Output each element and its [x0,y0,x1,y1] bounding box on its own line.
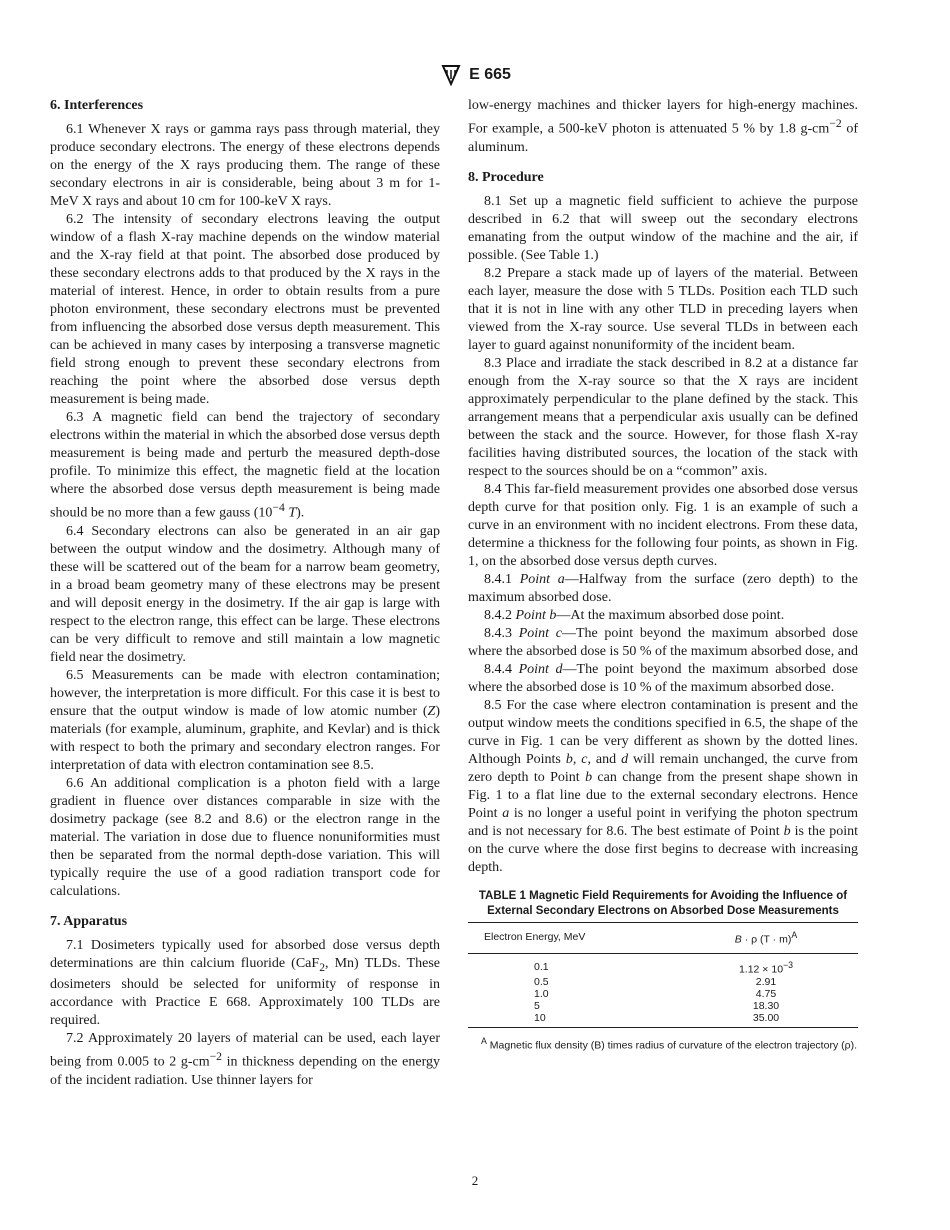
para-8-1: 8.1 Set up a magnetic field sufficient to achieve the purpose described in 6.2 that will sweep out the secondary electrons emanating from the output window of the machine and the air, if possible. (See Table 1.) [468,193,858,263]
table-cell-energy: 0.5 [534,975,549,988]
para-7-2: 7.2 Approximately 20 layers of material can be used, each layer being from 0.005 to 2 $g-cm^{-2}$ in thickness depending on the energy of the incident radiation. Use thinner layers for [50,1031,440,1089]
table-row [468,976,858,988]
section-6-heading: 6. Interferences [50,98,144,113]
table-cell-b-rho: 35.00 [752,1011,780,1024]
table-row [468,1000,858,1012]
para-6-1: 6.1 Whenever X rays or gamma rays pass through material, they produce secondary electrons. The energy of these electrons depends on the energy of the X rays producing them. The range of these secondary electrons in air is considerable, being about 3 m for 1-MeV X rays and about 10 cm for 100-keV X rays. [50,122,440,209]
table-row [468,1012,858,1028]
left-column [50,97,440,1090]
table-1 [468,889,858,1056]
section-7-heading: 7. Apparatus [50,913,128,929]
para-6-2: 6.2 The intensity of secondary electrons leaving the output window of a flash X-ray machine depends on the window material and the X-ray field at that point. The absorbed dose produced by these secondary electrons adds to that produced by the X rays in the material of interest. Hence, in order to obtain results from a pure photon environment, these secondary electrons must be prevented from influencing the absorbed dose versus depth measurement. This can be achieved in many cases by interposing a transverse magnetic field strong enough to prevent these secondary electrons from reaching the point where the absorbed dose versus depth measurement is being made. [50,212,440,407]
table-1-footnote: $^A$ Magnetic flux density (B) times radius of curvature of the electron trajectory (ρ). [468,1027,858,1055]
para-8-4-3: 8.4.3 Point c—The point beyond the maximum absorbed dose where the absorbed dose is 50 % of the maximum absorbed dose, and [468,625,858,659]
right-column [468,97,858,1055]
para-6-3: 6.3 A magnetic field can bend the trajectory of secondary electrons within the material in which the absorbed dose versus depth measurement is being made and perturb the measured depth-dose profile. To minimize this effect, the magnetic field at the location where the absorbed dose versus depth measurement is being made should be no more than a few gauss ($10^{-4}$ T). [50,410,440,521]
table-header-energy: Electron Energy, MeV [468,922,674,954]
table-cell-energy: 1.0 [534,987,549,1000]
page-header [0,64,950,91]
table-1-title: TABLE 1 Magnetic Field Requirements for Avoiding the Influence of External Secondary Electrons on Absorbed Dose Measurements [478,889,848,917]
table-row [468,954,858,976]
table-cell-energy: 10 [534,1011,546,1024]
para-6-5: 6.5 Measurements can be made with electron contamination; however, the interpretation is more difficult. For this case it is best to ensure that the output window is made of low atomic number (Z) materials (for example, aluminum, graphite, and Kevlar) and is thick with respect to both the primary and secondary electron ranges. For interpretation of data with electron contamination see 8.5. [50,667,440,773]
para-8-4-2: 8.4.2 Point b—At the maximum absorbed dose point. [484,607,785,623]
para-8-5: 8.5 For the case where electron contamination is present and the output window meets the conditions specified in 6.5, the shape of the curve in Fig. 1 can be very different as shown by the dotted lines. Although Points b, c, and d will remain unchanged, the curve from zero depth to Point b can change from the present shape shown in Fig. 1 to a flat line due to the external secondary electrons. Hence Point a is no longer a useful point in verifying the photon spectrum and is not necessary for 8.6. The best estimate of Point b is the point on the curve where the dose first begins to decrease with increasing depth. [468,697,859,875]
table-cell-b-rho: 18.30 [752,999,780,1012]
para-8-4-1: 8.4.1 Point a—Halfway from the surface (zero depth) to the maximum absorbed dose. [468,571,859,605]
table-cell-b-rho: 2.91 [755,975,777,988]
table-cell-energy: 0.1 [534,961,549,974]
astm-logo-icon [439,64,463,86]
para-7-2-continued: low-energy machines and thicker layers for high-energy machines. For example, a 500-keV photon is attenuated 5 % by 1.8 $g-cm^{-2}$ of aluminum. [468,98,858,155]
table-cell-b-rho: 4.75 [755,987,777,1000]
table-cell-energy: 5 [534,999,540,1012]
para-8-2: 8.2 Prepare a stack made up of layers of the material. Between each layer, measure the dose with 5 TLDs. Position each TLD such that it is not in line with any other TLD in preceding layers when viewed from the X-ray source. Use several TLDs in between each layer to guard against nonuniformity of the incident beam. [468,265,858,353]
standard-designation: E 665 [469,66,511,83]
section-8-heading: 8. Procedure [468,169,544,185]
para-6-4: 6.4 Secondary electrons can also be generated in an air gap between the output window and the dosimetry. Although many of these will be scattered out of the beam for a narrow beam geometry, in a broad beam geometry many of these electrons may be present and will deposit energy in the dosimetry. If the air gap is large with respect to the electron range, this effect can be large. These electrons can be very difficult to remove and still maintain a low magnetic field near the dosimetry. [50,523,440,665]
para-8-3: 8.3 Place and irradiate the stack described in 8.2 at a distance far enough from the X-ray source so that the X rays are incident approximately perpendicular to the plane defined by the stack. This arrangement means that a perpendicular axis usually can be defined between the stack and the source. However, for those flash X-ray facilities having distributed sources, the location of the stack with respect to the sources should be on a “common” axis. [468,355,858,479]
para-6-6: 6.6 An additional complication is a photon field with a large gradient in fluence over distances comparable in size with the dosimetry package (see 8.2 and 8.6) or the electron range in the material. The variation in dose due to fluence nonuniformities must then be separated from the normal depth-dose variation. This will typically require the use of a good radiation transport code for calculations. [50,775,440,899]
table-row [468,988,858,1000]
table-cell-b-rho: $1.12 \times 10^{-3}$ [738,960,794,976]
para-8-4-4: 8.4.4 Point d—The point beyond the maximum absorbed dose where the absorbed dose is 10 % of the maximum absorbed dose. [468,661,858,695]
table-1-grid [468,922,858,1056]
table-header-b-rho: B · ρ $(T \cdot m)^A$ [674,922,858,954]
para-7-1: 7.1 Dosimeters typically used for absorbed dose versus depth determinations are thin calcium fluoride (CaF$_2$, Mn) TLDs. These dosimeters should be selected for uniformity of response in accordance with Practice E 668. Approximately 100 TLDs are required. [50,937,440,1029]
para-8-4: 8.4 This far-field measurement provides one absorbed dose versus depth curve for that position only. Fig. 1 is an example of such a curve in an environment with no incident electrons. From these data, determine a thickness for the following four points, as shown in Fig. 1, on the absorbed dose versus depth curves. [468,481,858,569]
page-number: 2 [471,1173,479,1188]
